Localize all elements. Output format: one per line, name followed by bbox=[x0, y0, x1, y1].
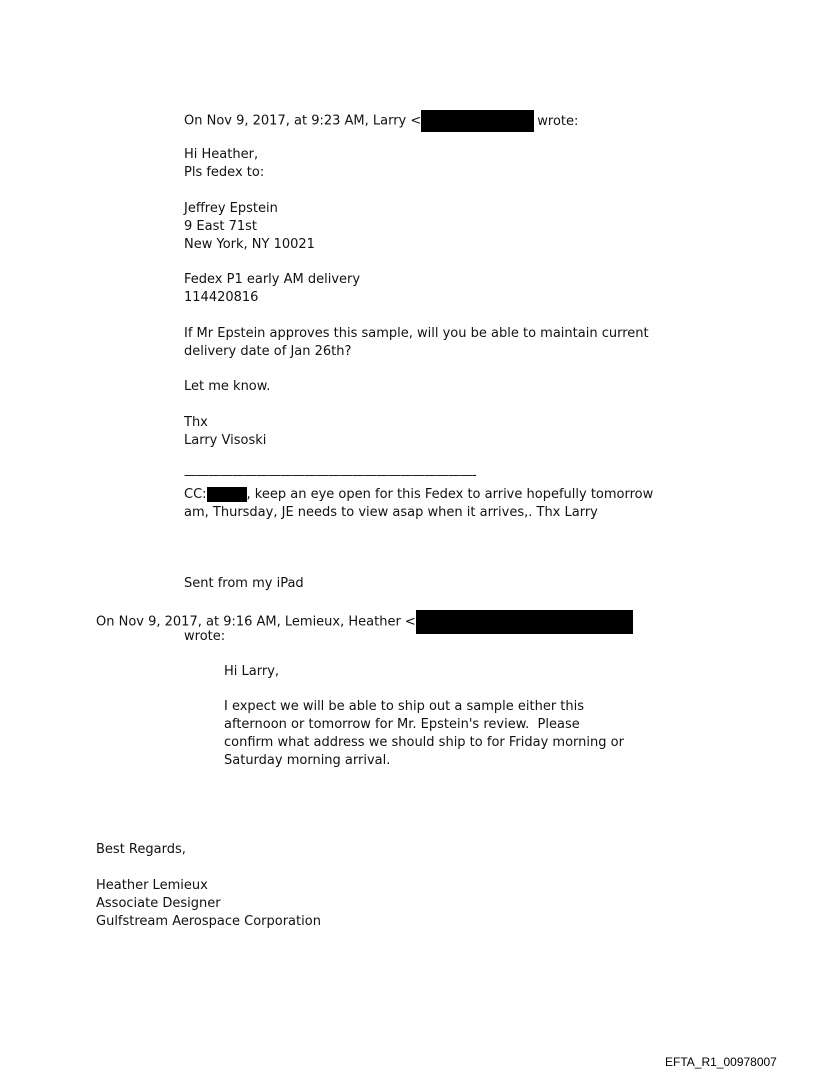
email2-header-wrote: wrote: bbox=[184, 629, 226, 644]
email2-greeting: Hi Larry, bbox=[224, 664, 280, 679]
fedex-account-number: 114420816 bbox=[184, 290, 259, 305]
email2-body-line-1: I expect we will be able to ship out a sample either this bbox=[224, 699, 585, 714]
sent-from: Sent from my iPad bbox=[184, 576, 304, 591]
cc-text: , keep an eye open for this Fedex to arrive hopefully tomorrow bbox=[246, 487, 654, 502]
cc-line-1 bbox=[184, 486, 653, 504]
let-me-know: Let me know. bbox=[184, 379, 271, 394]
address-name: Jeffrey Epstein bbox=[184, 201, 278, 216]
email2-header bbox=[96, 610, 633, 634]
email2-body-line-2: afternoon or tomorrow for Mr. Epstein's review. Please bbox=[224, 717, 580, 732]
email1-thanks: Thx bbox=[184, 415, 208, 430]
email1-fedex-line: Pls fedex to: bbox=[184, 165, 265, 180]
email2-body-line-3: confirm what address we should ship to for Friday morning or bbox=[224, 735, 624, 750]
cc-label: CC: bbox=[184, 487, 207, 502]
signature-name: Heather Lemieux bbox=[96, 878, 208, 893]
redaction-block bbox=[207, 487, 247, 502]
email1-signature: Larry Visoski bbox=[184, 433, 267, 448]
signature-company: Gulfstream Aerospace Corporation bbox=[96, 914, 321, 929]
email1-header-wrote: wrote: bbox=[537, 113, 579, 129]
cc-line-2: am, Thursday, JE needs to view asap when it arrives,. Thx Larry bbox=[184, 505, 598, 520]
closing: Best Regards, bbox=[96, 842, 186, 857]
question-line-1: If Mr Epstein approves this sample, will you be able to maintain current bbox=[184, 326, 649, 341]
email2-body-line-4: Saturday morning arrival. bbox=[224, 753, 391, 768]
address-street: 9 East 71st bbox=[184, 219, 257, 234]
document-id: EFTA_R1_00978007 bbox=[665, 1055, 777, 1069]
email1-greeting: Hi Heather, bbox=[184, 147, 259, 162]
signature-title: Associate Designer bbox=[96, 896, 221, 911]
email1-header-prefix: On Nov 9, 2017, at 9:23 AM, Larry < bbox=[184, 113, 422, 129]
separator-line: ————————————————————————- bbox=[184, 468, 476, 483]
email1-header bbox=[184, 110, 578, 132]
question-line-2: delivery date of Jan 26th? bbox=[184, 344, 352, 359]
delivery-type: Fedex P1 early AM delivery bbox=[184, 272, 361, 287]
address-city: New York, NY 10021 bbox=[184, 237, 315, 252]
redaction-block bbox=[421, 110, 534, 132]
email2-header-prefix: On Nov 9, 2017, at 9:16 AM, Lemieux, Heather < bbox=[96, 614, 416, 630]
redaction-block bbox=[416, 610, 633, 634]
